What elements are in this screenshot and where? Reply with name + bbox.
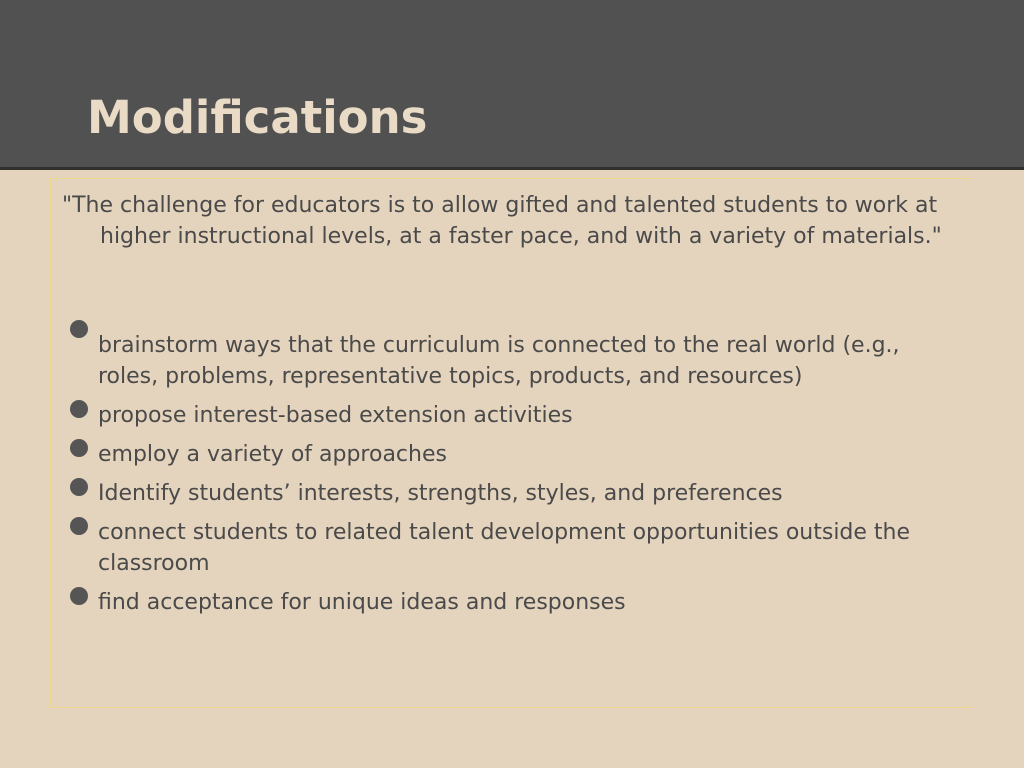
bullet-icon [70, 320, 88, 338]
bullet-icon [70, 439, 88, 457]
bullet-text: propose interest-based extension activities [98, 403, 573, 428]
bullet-text: Identify students’ interests, strengths, styles, and preferences [98, 481, 783, 506]
bullet-text: employ a variety of approaches [98, 442, 447, 467]
bullet-icon [70, 587, 88, 605]
list-item [62, 587, 962, 618]
list-item [62, 400, 962, 431]
list-item [62, 439, 962, 470]
bullet-text: brainstorm ways that the curriculum is connected to the real world (e.g., roles, problems, representative topics, products, and resources) [98, 333, 900, 389]
bullet-list [62, 320, 962, 626]
bullet-icon [70, 517, 88, 535]
bullet-icon [70, 400, 88, 418]
list-item [62, 320, 962, 392]
bullet-text: connect students to related talent development opportunities outside the classroom [98, 520, 911, 576]
title-divider [0, 167, 1024, 170]
list-item [62, 517, 962, 579]
list-item [62, 478, 962, 509]
bullet-text: find acceptance for unique ideas and responses [98, 590, 626, 615]
bullet-icon [70, 478, 88, 496]
slide-title: Modifications [87, 91, 428, 144]
quote-text: "The challenge for educators is to allow gifted and talented students to work at higher instructional levels, at a faster pace, and with a variety of materials." [62, 193, 942, 249]
